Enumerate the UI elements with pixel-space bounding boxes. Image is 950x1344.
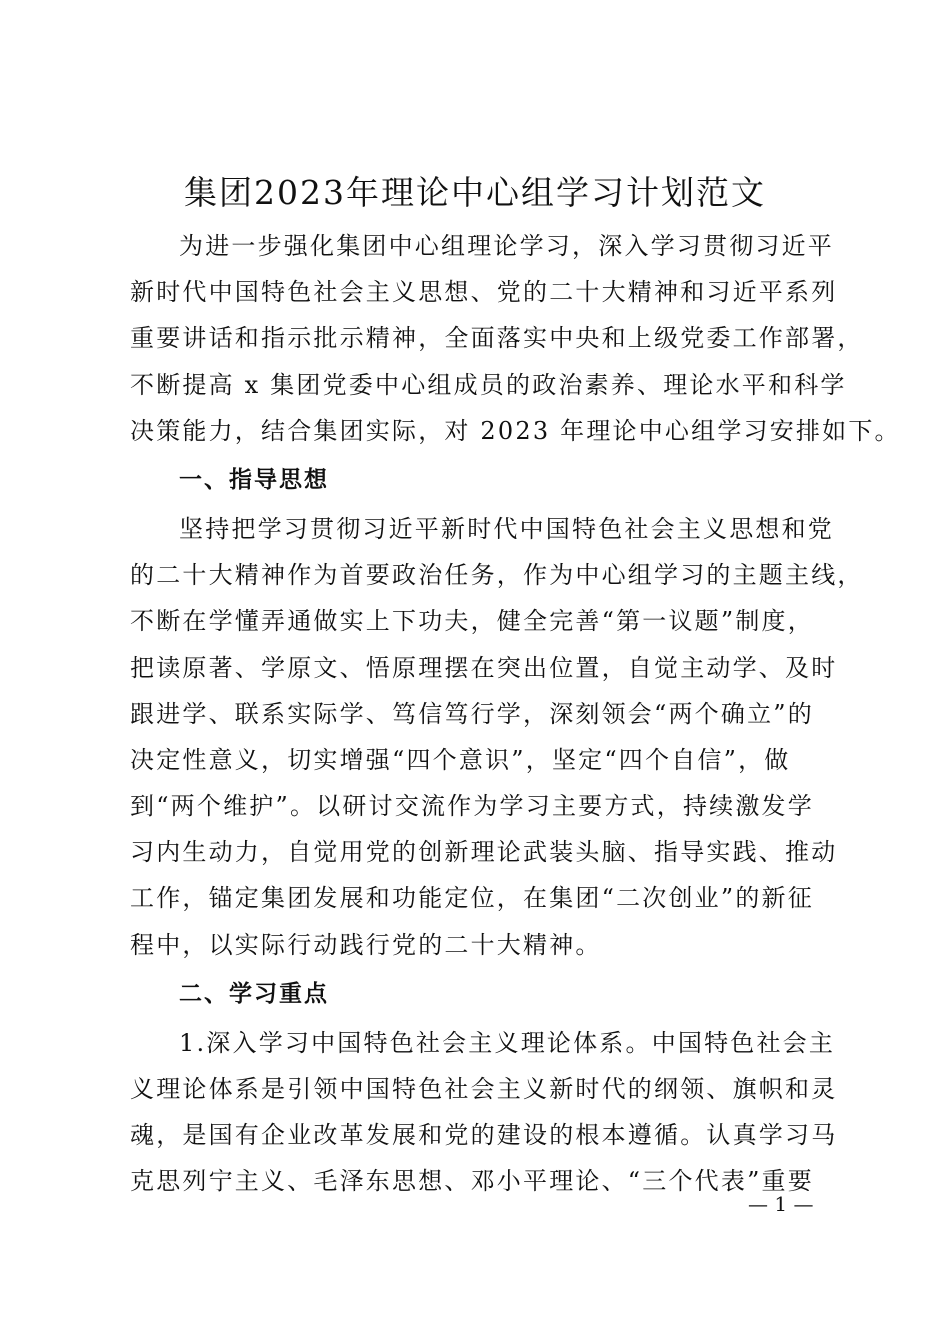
section1-line: 把读原著、学原文、悟原理摆在突出位置，自觉主动学、及时 [130,653,838,682]
section2-line: 义理论体系是引领中国特色社会主义新时代的纲领、旗帜和灵 [130,1075,838,1103]
section-heading-study-focus: 二、学习重点 [179,980,329,1007]
intro-line: 决策能力，结合集团实际，对 2023 年理论中心组学习安排如下。 [130,416,901,445]
section2-line: 魂，是国有企业改革发展和党的建设的根本遵循。认真学习马 [130,1121,838,1150]
intro-line: 新时代中国特色社会主义思想、党的二十大精神和习近平系列 [130,278,838,307]
section1-line: 跟进学、联系实际学、笃信笃行学，深刻领会“两个确立”的 [130,699,814,728]
section2-line: 克思列宁主义、毛泽东思想、邓小平理论、“三个代表”重要 [130,1167,814,1196]
section1-line: 的二十大精神作为首要政治任务，作为中心组学习的主题主线， [130,561,864,590]
section1-line: 习内生动力，自觉用党的创新理论武装头脑、指导实践、推动 [130,838,838,867]
intro-line: 为进一步强化集团中心组理论学习，深入学习贯彻习近平 [179,232,834,260]
section1-line: 决定性意义，切实增强“四个意识”，坚定“四个自信”，做 [130,745,791,774]
intro-line: 重要讲话和指示批示精神，全面落实中央和上级党委工作部署， [130,324,864,353]
section1-line: 程中，以实际行动践行党的二十大精神。 [130,930,602,959]
document-body [130,223,901,1205]
document-title: 集团2023年理论中心组学习计划范文 [184,173,766,212]
section2-line: 1.深入学习中国特色社会主义理论体系。中国特色社会主 [179,1028,836,1057]
page-number: — 1 — [748,1192,814,1216]
section-heading-guiding-ideology: 一、指导思想 [179,466,329,493]
intro-line: 不断提高 x 集团党委中心组成员的政治素养、理论水平和科学 [130,370,847,399]
section1-line: 工作，锚定集团发展和功能定位，在集团“二次创业”的新征 [130,884,814,913]
section1-line: 不断在学懂弄通做实上下功夫，健全完善“第一议题”制度， [130,607,814,636]
section1-line: 坚持把学习贯彻习近平新时代中国特色社会主义思想和党 [179,514,834,543]
section1-line: 到“两个维护”。以研讨交流作为学习主要方式，持续激发学 [130,792,814,821]
